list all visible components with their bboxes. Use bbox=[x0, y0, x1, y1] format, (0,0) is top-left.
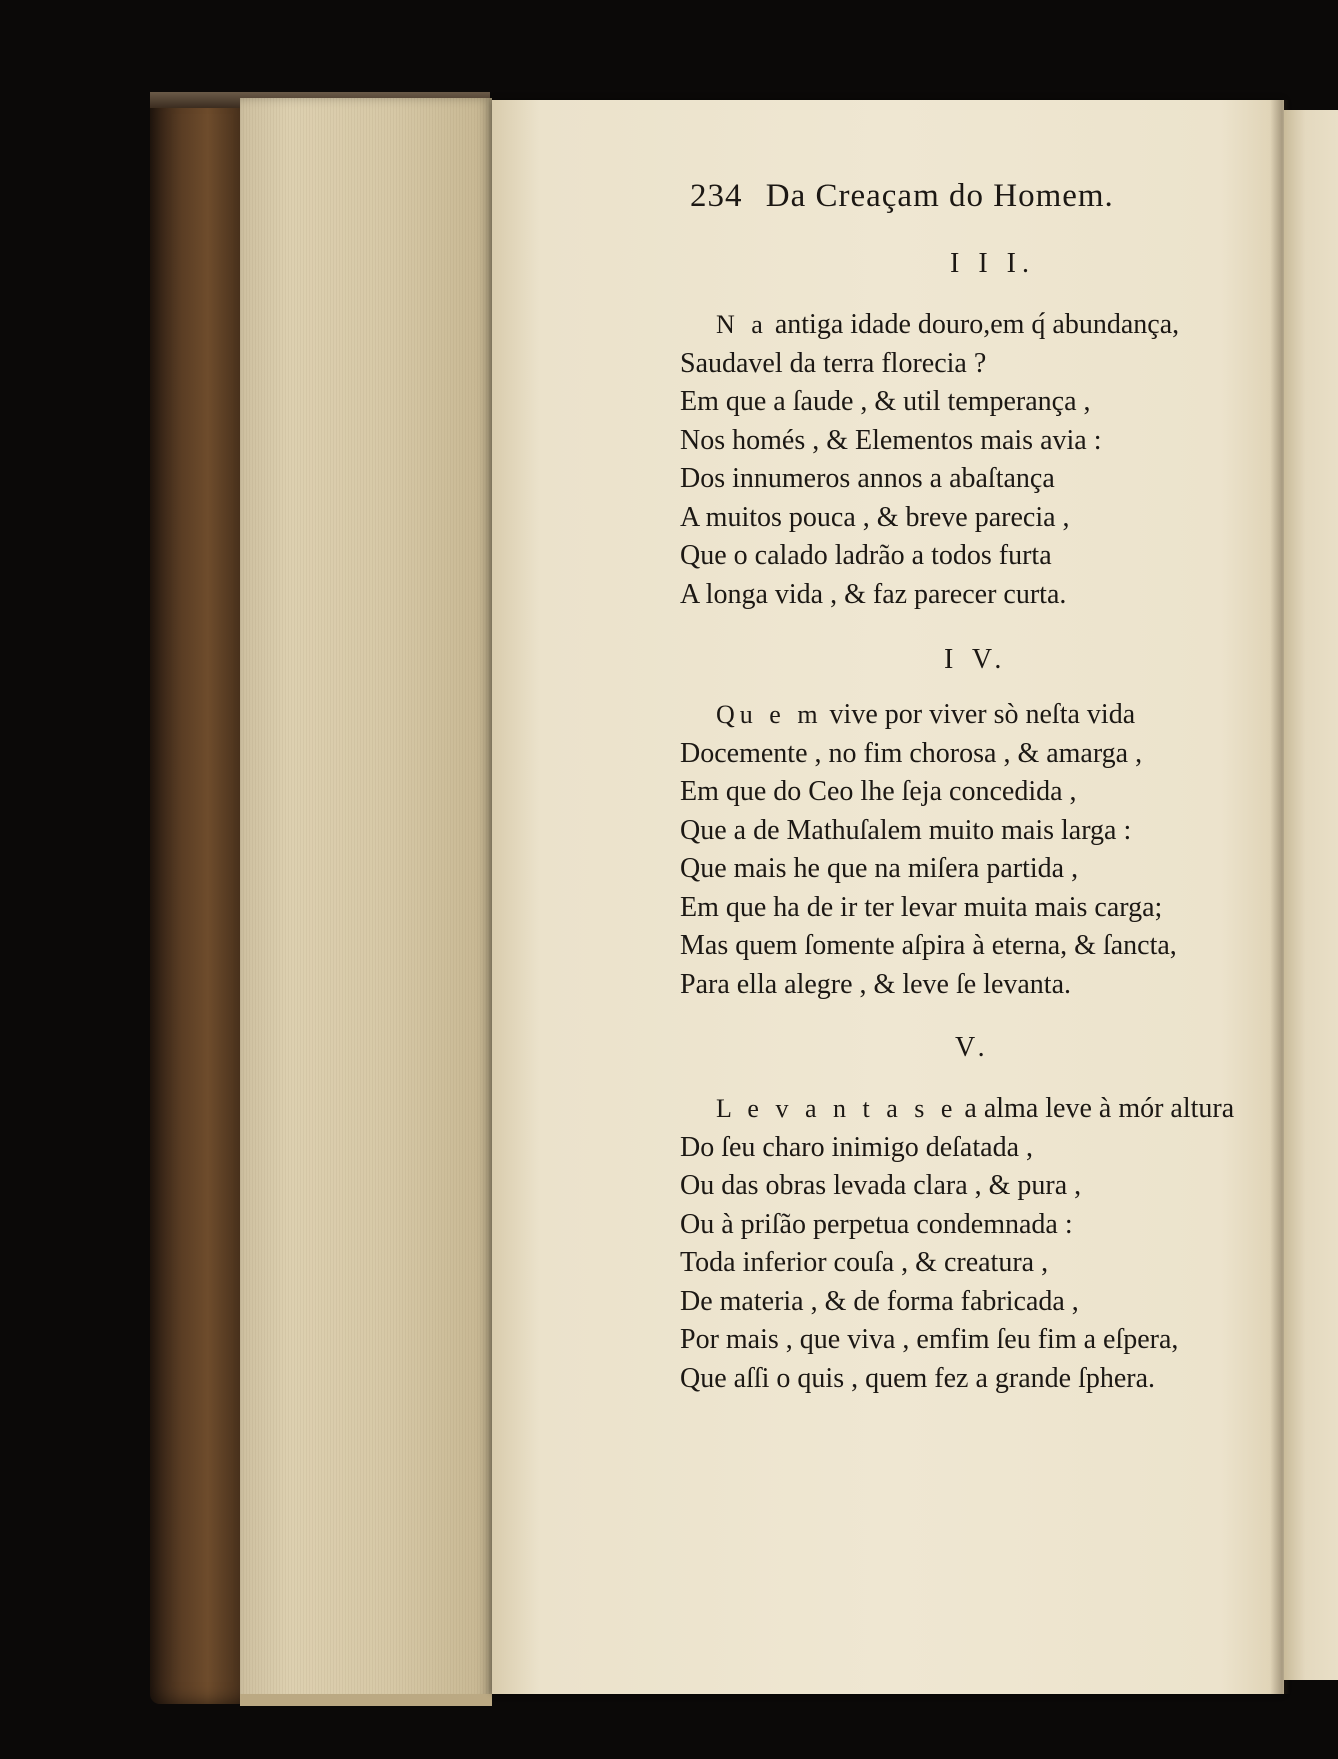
verse-line: Do ſeu charo inimigo deſatada , bbox=[680, 1131, 1033, 1163]
facing-page bbox=[1284, 110, 1338, 1680]
verse-text: a alma leve à mór altura bbox=[957, 1093, 1235, 1124]
verse-line: Toda inferior couſa , & creatura , bbox=[680, 1247, 1049, 1278]
verse-line: Docemente , no fim chorosa , & amarga , bbox=[680, 737, 1143, 769]
page-block-edge bbox=[240, 98, 492, 1704]
verse-line: Em que ha de ir ter levar muita mais carga; bbox=[680, 891, 1163, 923]
verse-line: Em que a ſaude , & util temperança , bbox=[680, 386, 1091, 417]
verse-text: antiga idade douro,em q́ abundança, bbox=[767, 309, 1180, 340]
verse-line bbox=[680, 696, 1270, 735]
verse-line: De materia , & de forma fabricada , bbox=[680, 1285, 1079, 1317]
verse-line: Mas quem ſomente aſpira à eterna, & ſancta, bbox=[680, 930, 1177, 961]
verse-line: Em que do Ceo lhe ſeja concedida , bbox=[680, 776, 1077, 807]
page-number: 234 bbox=[690, 178, 743, 214]
running-head bbox=[690, 178, 1114, 215]
initial-caps: L e v a n t a s e bbox=[716, 1094, 958, 1123]
verse-line: Ou das obras levada clara , & pura , bbox=[680, 1170, 1082, 1201]
initial-caps: N a bbox=[716, 310, 768, 339]
verse-line: Por mais , que viva , emfim ſeu fim a eſpera, bbox=[680, 1324, 1179, 1355]
stanza bbox=[680, 696, 1270, 1004]
verse-text: vive por viver sò neſta vida bbox=[822, 699, 1136, 730]
stanza-number: I I I. bbox=[950, 248, 1035, 279]
initial-caps: Qu e m bbox=[716, 700, 823, 729]
verse-line: Nos homés , & Elementos mais avia : bbox=[680, 424, 1102, 456]
verse-line: A longa vida , & faz parecer curta. bbox=[680, 578, 1067, 610]
verse-line bbox=[680, 1090, 1270, 1129]
running-title: Da Creaçam do Homem. bbox=[765, 178, 1114, 214]
verse-line: A muitos pouca , & breve parecia , bbox=[680, 501, 1070, 533]
verse-line: Que a de Mathuſalem muito mais larga : bbox=[680, 814, 1132, 846]
verse-line: Que mais he que na miſera partida , bbox=[680, 853, 1079, 884]
verse-line: Que o calado ladrão a todos furta bbox=[680, 540, 1052, 571]
verse-line bbox=[680, 306, 1270, 345]
verse-line: Para ella alegre , & leve ſe levanta. bbox=[680, 968, 1072, 1000]
stanza-number: I V. bbox=[944, 644, 1008, 675]
stanza-number: V. bbox=[955, 1032, 991, 1063]
verse-line: Que aſſi o quis , quem fez a grande ſphera. bbox=[680, 1362, 1156, 1394]
verse-line: Saudavel da terra florecia ? bbox=[680, 347, 987, 379]
page-block-bottom bbox=[240, 1694, 492, 1706]
verse-line: Dos innumeros annos a abaſtança bbox=[680, 463, 1055, 494]
verse-line: Ou à priſão perpetua condemnada : bbox=[680, 1208, 1073, 1240]
stanza bbox=[680, 306, 1270, 614]
stanza bbox=[680, 1090, 1270, 1398]
